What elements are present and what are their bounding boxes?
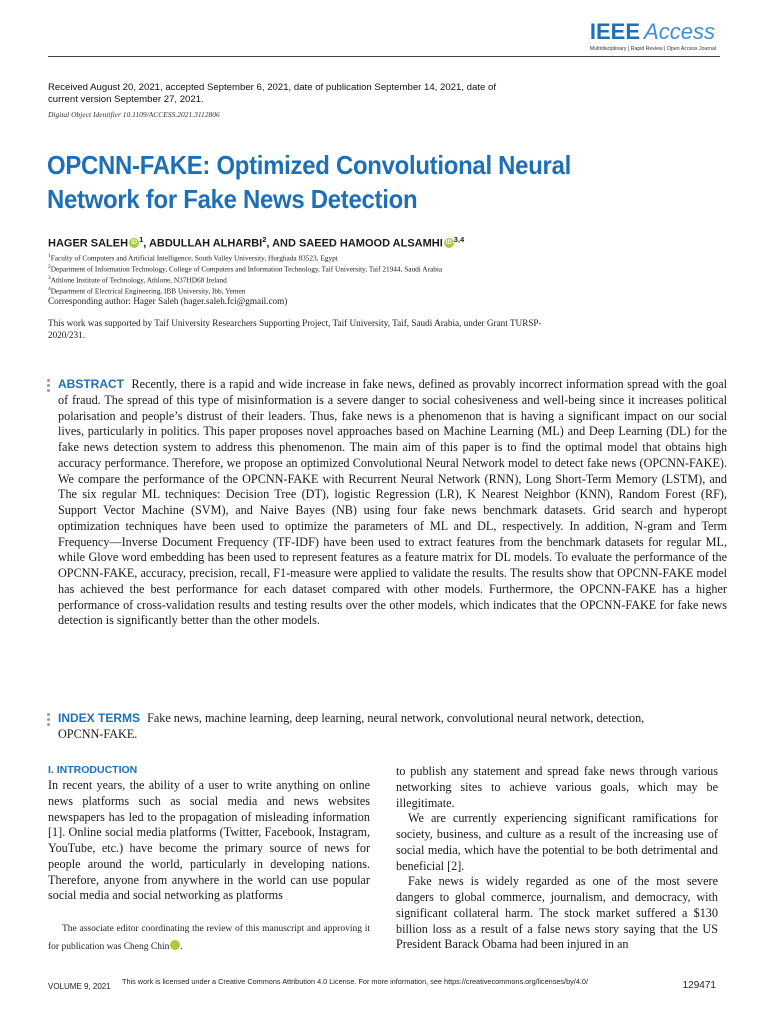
right-column [396,764,718,953]
author-1-name: HAGER SALEH [48,237,129,250]
author-1-sup: 1 [139,235,144,244]
affiliation-text: Athlone Institute of Technology, Athlone, N37HD68 Ireland [50,275,227,285]
affiliation-num: 3 [48,274,51,281]
page-number: 129471 [682,980,716,991]
section-heading: I. INTRODUCTION [48,764,138,776]
doi: Digital Object Identifier 10.1109/ACCESS.2021.3112806 [48,110,220,119]
affiliation [48,263,442,274]
orcid-icon[interactable]: iD [445,239,452,246]
author-3-sup: 3,4 [453,235,465,244]
affiliation [48,274,442,285]
footer-license[interactable]: This work is licensed under a Creative Commons Attribution 4.0 License. For more information, see https://creativecommons.org/licenses/by/4.0/ [122,977,588,986]
affiliation-text: Faculty of Computers and Artificial Intelligence, South Valley University, Hurghada 83523, Egypt [50,253,338,263]
author-2-sup: 2 [262,235,267,244]
affiliation-num: 2 [48,263,51,270]
orcid-icon[interactable]: iD [131,239,138,246]
footer-volume: VOLUME 9, 2021 [48,982,111,991]
paper-title: OPCNN-FAKE: Optimized Convolutional Neural Network for Fake News Detection [47,150,571,214]
author-2-name: ABDULLAH ALHARBI [148,237,263,250]
affiliation [48,285,442,296]
affiliation-num: 1 [48,253,51,259]
journal-tagline: Multidisciplinary | Rapid Review | Open Access Journal [589,46,716,52]
brand-ieee: IEEE [589,19,641,44]
journal-logo [590,20,716,52]
author-sep-1: , [143,237,149,250]
abstract-text: Recently, there is a rapid and wide increase in fake news, defined as provably incorrect information spread with the goal of fraud. The spread of this type of misinformation is a severe danger to social cohesiveness and well-being since it increases political polarisation and people’s distrust of their leaders. Thus, fake news is a phenomenon that is having a significant impact on our social lives, particularly in politics. This paper proposes novel approaches based on Machine Learning (ML) and Deep Learning (DL) for the fake news detection system to address this phenomenon. The main aim of this paper is to find the optimal model that obtains high accuracy performance. Therefore, we propose an optimized Convolutional Neural Network model to detect fake news (OPCNN-FAKE). We compare the performance of the OPCNN-FAKE with Recurrent Neural Network (RNN), Long Short-Term Memory (LSTM), and The six regular ML techniques: Decision Tree (DT), logistic Regression (LR), K Nearest Neighbor (KNN), Random Forest (RF), Support Vector Machine (SVM), and Naive Bayes (NB) using four fake news benchmark datasets. Grid search and hyperopt optimization techniques have been used to optimize the parameters of ML and DL, respectively. In addition, N-gram and Term Frequency—Inverse Document Frequency (TF-IDF) have been used to extract features from the benchmark datasets for regular ML, while Glove word embedding has been used to represent features as a feature matrix for DL models. To evaluate the performance of the OPCNN-FAKE, accuracy, precision, recall, F1-measure were applied to validate the results. The results show that OPCNN-FAKE model has achieved the best performance for each dataset compared with other models. Furthermore, the OPCNN-FAKE has a higher performance of cross-validation results and testing results over the other models, which indicates that the OPCNN-FAKE for fake news detection is significantly better than the other models. [58,377,727,628]
body-paragraph: Fake news is widely regarded as one of the most severe dangers to global commerce, journalism, and democracy, with significant collateral harm. The stock market suffered a $130 billion loss as a result of a false news story saying that the US President Barack Obama had been injured in an [396,874,718,952]
received-dates: Received August 20, 2021, accepted September 6, 2021, date of publication September 14, 2021, date of current version September 27, 2021. [48,82,497,105]
body-paragraph: to publish any statement and spread fake news through various networking sites to achieve various goals, which may be illegitimate. [396,764,718,810]
index-terms [58,711,658,743]
index-terms-text: Fake news, machine learning, deep learning, neural network, convolutional neural network, detection, OPCNN-FAKE. [58,711,645,741]
corresponding-author: Corresponding author: Hager Saleh (hager.saleh.fci@gmail.com) [48,296,288,306]
index-terms-label: INDEX TERMS [58,711,141,725]
affiliation [48,252,442,263]
affiliation-text: Department of Information Technology, College of Computers and Information Technology, Taif University, Taif 21944, Saudi Arabia [50,264,443,274]
abstract-marker [47,379,51,394]
brand-access: Access [644,19,715,44]
abstract [58,377,727,629]
author-3-name: SAEED HAMOOD ALSAMHI [298,237,443,250]
journal-brand [590,20,716,44]
footnote [48,920,370,956]
authors-line [48,235,464,250]
abstract-label: ABSTRACT [58,377,124,391]
header-rule [48,56,720,57]
footnote-text: The associate editor coordinating the review of this manuscript and approving it for publication was Cheng Chin [48,924,370,952]
left-column [48,764,370,904]
body-paragraph: In recent years, the ability of a user to write anything on online news platforms such as social media and news websites newspapers has led to the propagation of misleading information [1]. Online social media platforms (Twitter, Facebook, Instagram, YouTube, etc.) have become the primary source of news for people around the world, particularly in developing nations. Therefore, anyone from anywhere in the world can use popular social media and social networking as platforms [48,778,370,903]
affiliation-num: 4 [48,285,51,292]
author-sep-2: , AND [266,237,299,250]
funding-statement: This work was supported by Taif University Researchers Supporting Project, Taif University, Taif, Saudi Arabia, under Grant TURSP-2020/231. [48,318,542,340]
footnote-end: . [180,942,183,952]
affiliations [48,252,442,296]
body-paragraph: We are currently experiencing significant ramifications for society, business, and culture as a result of the increasing use of social media, which have the potential to be both detrimental and beneficial [2]. [396,811,718,873]
affiliation-text: Department of Electrical Engineering, IBB University, Ibb, Yemen [50,286,246,296]
index-terms-marker [47,713,51,728]
orcid-icon[interactable]: iD [170,940,180,950]
